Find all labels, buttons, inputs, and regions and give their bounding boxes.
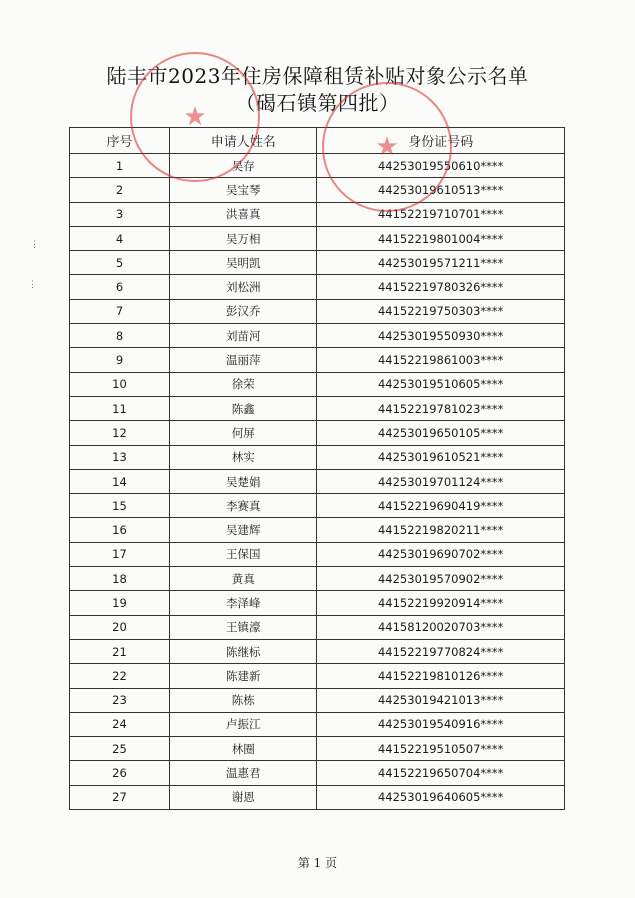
cell-serial-number: 9 [70,348,170,372]
table-row [70,761,565,785]
cell-id-number: 44253019550930**** [317,324,565,348]
cell-applicant-name: 王镇濠 [170,615,317,639]
cell-applicant-name: 李泽峰 [170,591,317,615]
table-row [70,348,565,372]
cell-id-number: 44152219650704**** [317,761,565,785]
cell-id-number: 44253019640605**** [317,785,565,809]
table-row [70,299,565,323]
table-row [70,494,565,518]
cell-id-number: 44253019650105**** [317,421,565,445]
cell-serial-number: 3 [70,202,170,226]
subsidy-roster-table [69,127,565,810]
cell-applicant-name: 吴存 [170,154,317,178]
cell-id-number: 44253019610521**** [317,445,565,469]
cell-id-number: 44253019540916**** [317,712,565,736]
cell-id-number: 44152219801004**** [317,226,565,250]
cell-applicant-name: 李赛真 [170,494,317,518]
table-row [70,421,565,445]
cell-applicant-name: 温丽萍 [170,348,317,372]
cell-id-number: 44253019550610**** [317,154,565,178]
cell-serial-number: 21 [70,639,170,663]
official-seal-star-icon: ★ [183,102,207,132]
table-row [70,154,565,178]
cell-applicant-name: 吴建辉 [170,518,317,542]
cell-serial-number: 20 [70,615,170,639]
table-row [70,202,565,226]
cell-serial-number: 6 [70,275,170,299]
cell-applicant-name: 吴万相 [170,226,317,250]
table-row [70,396,565,420]
table-row [70,615,565,639]
cell-serial-number: 12 [70,421,170,445]
cell-serial-number: 14 [70,469,170,493]
cell-applicant-name: 林圈 [170,737,317,761]
table-row [70,664,565,688]
cell-applicant-name: 徐荣 [170,372,317,396]
cell-serial-number: 17 [70,542,170,566]
cell-id-number: 44253019690702**** [317,542,565,566]
cell-id-number: 44152219780326**** [317,275,565,299]
cell-serial-number: 5 [70,251,170,275]
cell-serial-number: 24 [70,712,170,736]
cell-serial-number: 22 [70,664,170,688]
cell-serial-number: 7 [70,299,170,323]
table-row [70,324,565,348]
table-row [70,251,565,275]
table-header-row [70,128,565,154]
table-row [70,445,565,469]
table-row [70,688,565,712]
cell-applicant-name: 黄真 [170,567,317,591]
cell-id-number: 44152219750303**** [317,299,565,323]
cell-applicant-name: 彭汉乔 [170,299,317,323]
cell-id-number: 44253019610513**** [317,178,565,202]
cell-applicant-name: 谢恩 [170,785,317,809]
table-row [70,542,565,566]
cell-serial-number: 19 [70,591,170,615]
cell-applicant-name: 何屏 [170,421,317,445]
cell-id-number: 44152219820211**** [317,518,565,542]
cell-id-number: 44253019571211**** [317,251,565,275]
cell-id-number: 44152219810126**** [317,664,565,688]
cell-id-number: 44253019510605**** [317,372,565,396]
document-title: 陆丰市2023年住房保障租赁补贴对象公示名单 [106,64,529,88]
cell-serial-number: 8 [70,324,170,348]
cell-serial-number: 15 [70,494,170,518]
cell-serial-number: 26 [70,761,170,785]
cell-serial-number: 23 [70,688,170,712]
cell-applicant-name: 吴楚娟 [170,469,317,493]
cell-applicant-name: 温惠君 [170,761,317,785]
table-row [70,372,565,396]
table-row [70,712,565,736]
official-seal-star-icon: ★ [375,132,399,162]
cell-applicant-name: 林实 [170,445,317,469]
cell-applicant-name: 王保国 [170,542,317,566]
table-row [70,275,565,299]
document-subtitle: （碣石镇第四批） [235,91,400,115]
cell-serial-number: 27 [70,785,170,809]
table-row [70,591,565,615]
cell-applicant-name: 陈鑫 [170,396,317,420]
cell-serial-number: 2 [70,178,170,202]
cell-applicant-name: 刘松洲 [170,275,317,299]
table-row [70,737,565,761]
cell-id-number: 44253019701124**** [317,469,565,493]
table-row [70,469,565,493]
cell-applicant-name: 洪喜真 [170,202,317,226]
cell-applicant-name: 吴宝琴 [170,178,317,202]
scan-speck-mark: ⋮ [30,240,39,250]
cell-id-number: 44152219861003**** [317,348,565,372]
cell-id-number: 44152219781023**** [317,396,565,420]
table-row [70,785,565,809]
cell-id-number: 44253019570902**** [317,567,565,591]
cell-serial-number: 4 [70,226,170,250]
header-serial-number: 序号 [70,128,170,154]
table-row [70,518,565,542]
cell-applicant-name: 陈栋 [170,688,317,712]
page-number: 第 1 页 [297,856,338,870]
cell-id-number: 44152219690419**** [317,494,565,518]
cell-serial-number: 25 [70,737,170,761]
cell-serial-number: 16 [70,518,170,542]
cell-serial-number: 13 [70,445,170,469]
cell-id-number: 44152219710701**** [317,202,565,226]
table-row [70,639,565,663]
header-id-number: 身份证号码 [317,128,565,154]
cell-id-number: 44152219920914**** [317,591,565,615]
cell-serial-number: 18 [70,567,170,591]
table-body [70,154,565,810]
table-row [70,226,565,250]
scan-speck-mark: ⋮ [28,280,37,290]
cell-id-number: 44253019421013**** [317,688,565,712]
table-row [70,567,565,591]
cell-id-number: 44158120020703**** [317,615,565,639]
cell-serial-number: 10 [70,372,170,396]
cell-serial-number: 11 [70,396,170,420]
cell-applicant-name: 陈建新 [170,664,317,688]
cell-id-number: 44152219770824**** [317,639,565,663]
cell-applicant-name: 吴明凯 [170,251,317,275]
table-row [70,178,565,202]
cell-applicant-name: 卢振江 [170,712,317,736]
header-applicant-name: 申请人姓名 [170,128,317,154]
cell-applicant-name: 刘苗河 [170,324,317,348]
cell-serial-number: 1 [70,154,170,178]
cell-applicant-name: 陈继标 [170,639,317,663]
cell-id-number: 44152219510507**** [317,737,565,761]
